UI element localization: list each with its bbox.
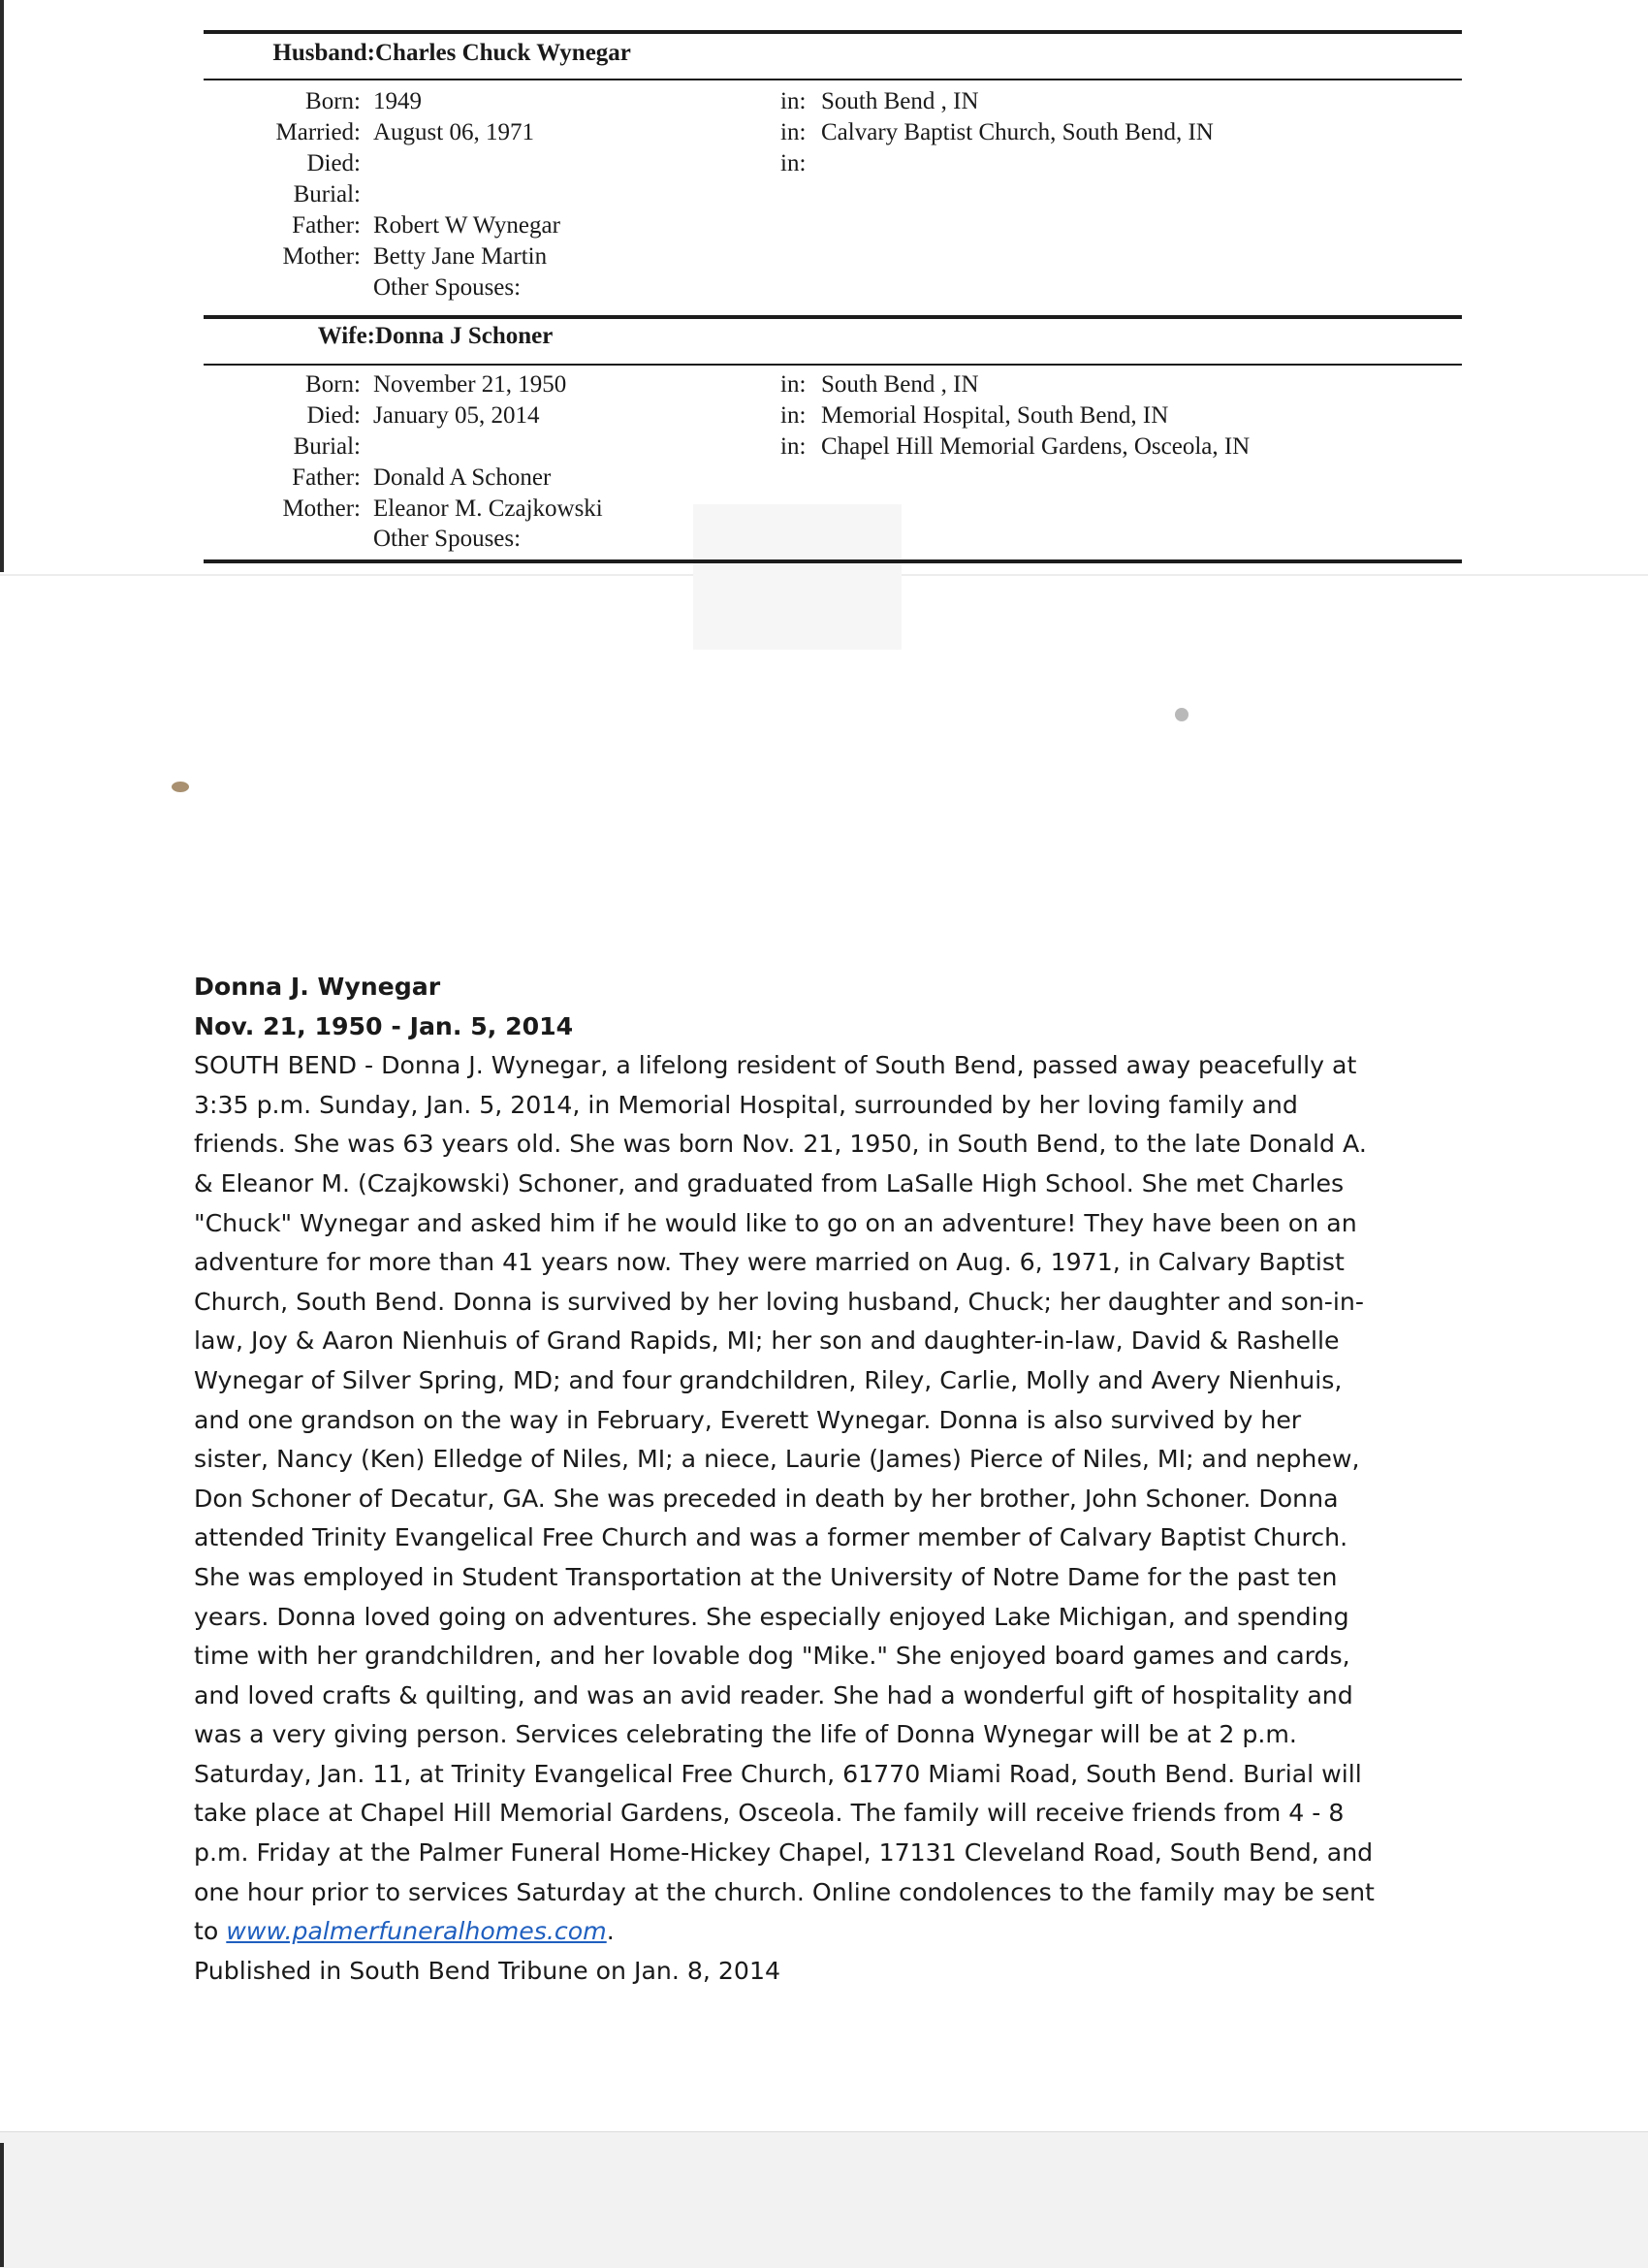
wife-rule-top (204, 315, 1462, 319)
scan-edge (0, 0, 4, 572)
place-label: in: (780, 371, 807, 398)
wife-other-spouses: Other Spouses: (373, 526, 522, 552)
published-line: Published in South Bend Tribune on Jan. 8, 2014 (194, 1956, 780, 1985)
field-label: Burial: (293, 181, 361, 208)
place-label: in: (780, 119, 807, 145)
scan-artifact (693, 504, 902, 650)
field-label: Born: (305, 88, 361, 114)
field-value: August 06, 1971 (373, 119, 534, 145)
husband-label: Husband: (272, 40, 375, 66)
field-value: November 21, 1950 (373, 371, 567, 398)
obituary-line: & Eleanor M. (Czajkowski) Schoner, and graduated from LaSalle High School. She met Charles (194, 1168, 1345, 1198)
field-label: Died: (306, 402, 361, 429)
obituary-line: "Chuck" Wynegar and asked him if he would like to go on an adventure! They have been on an (194, 1208, 1357, 1237)
place-label: in: (780, 150, 807, 176)
husband-name: Charles Chuck Wynegar (375, 40, 631, 66)
wife-name: Donna J Schoner (375, 323, 554, 349)
obituary-dates: Nov. 21, 1950 - Jan. 5, 2014 (194, 1011, 574, 1040)
obituary-line: was a very giving person. Services celebrating the life of Donna Wynegar will be at 2 p.m. (194, 1720, 1297, 1749)
obituary-name: Donna J. Wynegar (194, 973, 441, 1001)
field-value: Eleanor M. Czajkowski (373, 495, 603, 522)
top-rule (204, 30, 1462, 34)
last-line-suffix: . (606, 1917, 615, 1946)
funeral-home-link[interactable]: www.palmerfuneralhomes.com (226, 1917, 607, 1946)
field-value: Donald A Schoner (373, 464, 552, 491)
place-label: in: (780, 433, 807, 460)
obituary (194, 968, 1474, 1991)
field-label: Born: (305, 371, 361, 398)
obituary-body (194, 1046, 1474, 1912)
obituary-line: Saturday, Jan. 11, at Trinity Evangelical Free Church, 61770 Miami Road, South Bend. Burial will (194, 1759, 1362, 1788)
obituary-line: take place at Chapel Hill Memorial Gardens, Osceola. The family will receive friends from 4 - 8 (194, 1799, 1345, 1828)
field-value: 1949 (373, 88, 422, 114)
obituary-last-line (194, 1912, 1474, 1952)
obituary-line: and loved crafts & quilting, and was an avid reader. She had a wonderful gift of hospitality and (194, 1680, 1353, 1709)
place-value: South Bend , IN (821, 371, 979, 398)
scan-speck (172, 782, 189, 792)
obituary-line: one hour prior to services Saturday at the church. Online condolences to the family may be sent (194, 1877, 1375, 1906)
place-label: in: (780, 88, 807, 114)
place-value: South Bend , IN (821, 88, 979, 114)
obituary-line: years. Donna loved going on adventures. She especially enjoyed Lake Michigan, and spending (194, 1602, 1349, 1631)
field-label: Died: (306, 150, 361, 176)
obituary-line: friends. She was 63 years old. She was born Nov. 21, 1950, in South Bend, to the late Donald A. (194, 1130, 1367, 1159)
obituary-line: She was employed in Student Transportation at the University of Notre Dame for the past ten (194, 1562, 1338, 1591)
scan-speck (1175, 708, 1188, 721)
husband-rule (204, 79, 1462, 80)
bottom-rule (204, 559, 1462, 563)
obituary-line: law, Joy & Aaron Nienhuis of Grand Rapids, MI; her son and daughter-in-law, David & Rashelle (194, 1326, 1340, 1356)
obituary-line: adventure for more than 41 years now. They were married on Aug. 6, 1971, in Calvary Baptist (194, 1248, 1345, 1277)
place-value: Chapel Hill Memorial Gardens, Osceola, IN (821, 433, 1251, 460)
place-label: in: (780, 402, 807, 429)
obituary-line: 3:35 p.m. Sunday, Jan. 5, 2014, in Memorial Hospital, surrounded by her loving family and (194, 1090, 1298, 1119)
field-label: Mother: (282, 243, 361, 270)
obituary-line: and one grandson on the way in February, Everett Wynegar. Donna is also survived by her (194, 1405, 1302, 1434)
field-label: Married: (275, 119, 361, 145)
obituary-line: sister, Nancy (Ken) Elledge of Niles, MI; a niece, Laurie (James) Pierce of Niles, MI; and nephew, (194, 1445, 1360, 1474)
field-label: Father: (292, 464, 361, 491)
wife-heading (204, 323, 1462, 354)
obituary-line: Don Schoner of Decatur, GA. She was preceded in death by her brother, John Schoner. Donna (194, 1484, 1339, 1513)
field-label: Burial: (293, 433, 361, 460)
obituary-line: p.m. Friday at the Palmer Funeral Home-Hickey Chapel, 17131 Cleveland Road, South Bend, and (194, 1838, 1374, 1868)
wife-rule (204, 364, 1462, 366)
place-value: Calvary Baptist Church, South Bend, IN (821, 119, 1214, 145)
husband-other-spouses: Other Spouses: (373, 274, 522, 301)
scan-bottom-area (0, 2131, 1648, 2268)
field-value: Betty Jane Martin (373, 243, 548, 270)
obituary-line: attended Trinity Evangelical Free Church and was a former member of Calvary Baptist Church. (194, 1523, 1348, 1552)
place-value: Memorial Hospital, South Bend, IN (821, 402, 1169, 429)
wife-label: Wife: (317, 323, 375, 349)
obituary-line: time with her grandchildren, and her lovable dog "Mike." She enjoyed board games and cards, (194, 1642, 1350, 1671)
obituary-line: Church, South Bend. Donna is survived by her loving husband, Chuck; her daughter and son-in- (194, 1287, 1364, 1316)
field-value: January 05, 2014 (373, 402, 540, 429)
husband-heading (204, 40, 1462, 71)
last-line-prefix: to (194, 1917, 227, 1946)
field-label: Father: (292, 212, 361, 239)
scan-edge-bottom (0, 2143, 4, 2267)
field-label: Mother: (282, 495, 361, 522)
obituary-line: SOUTH BEND - Donna J. Wynegar, a lifelong resident of South Bend, passed away peacefully at (194, 1051, 1357, 1080)
field-value: Robert W Wynegar (373, 212, 560, 239)
obituary-line: Wynegar of Silver Spring, MD; and four grandchildren, Riley, Carlie, Molly and Avery Nienhuis, (194, 1365, 1343, 1394)
